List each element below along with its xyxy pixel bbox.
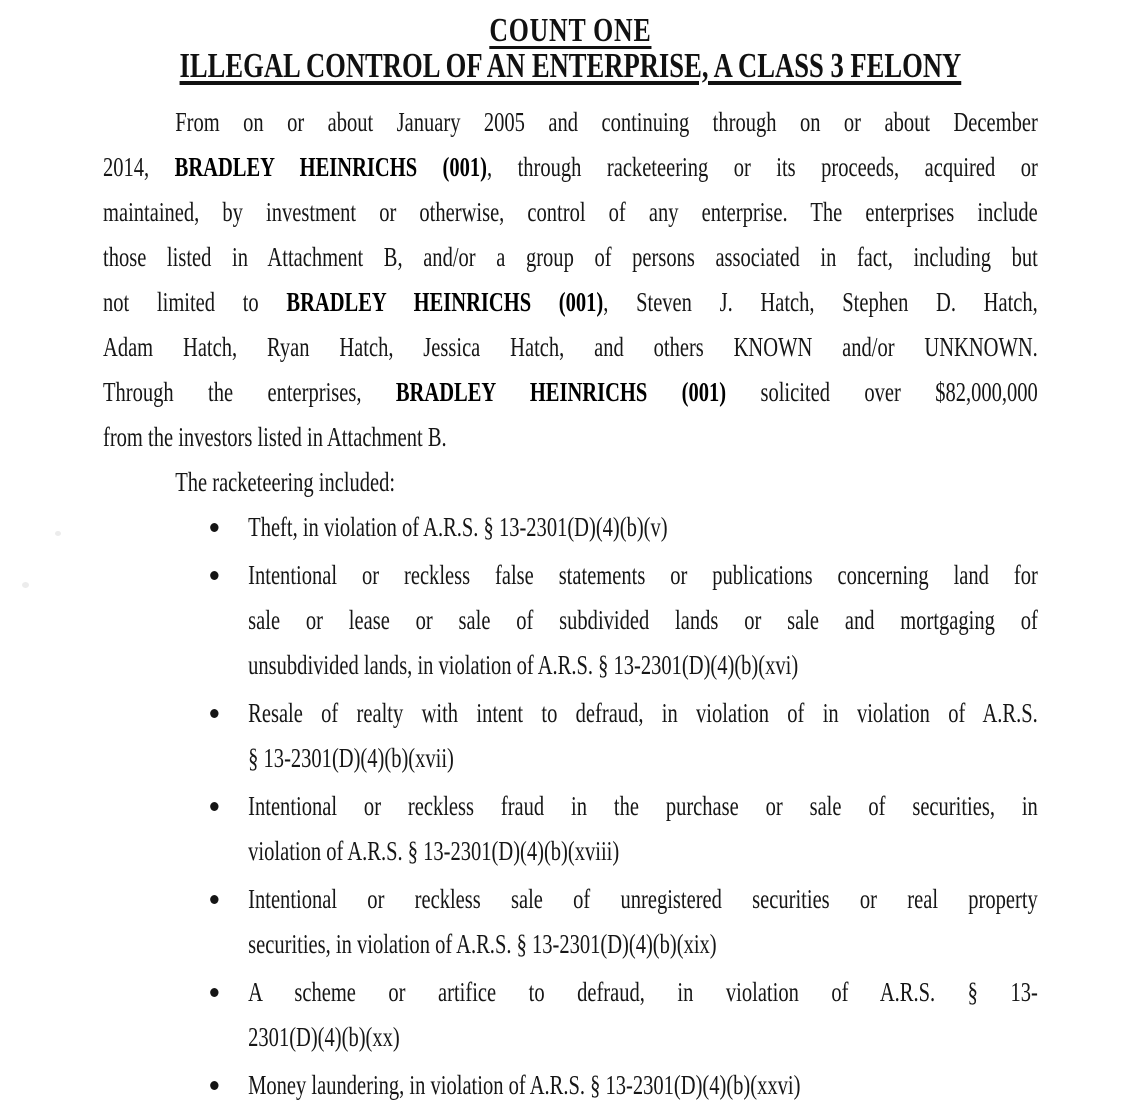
document-page xyxy=(103,0,1038,1111)
scan-speck xyxy=(55,531,61,536)
defendant-name: BRADLEY HEINRICHS (001) xyxy=(174,152,488,182)
text-line xyxy=(103,235,1038,280)
bullet-icon xyxy=(210,571,218,580)
text-segment: from the investors listed in Attachment B. xyxy=(103,422,447,452)
text-line: A scheme or artifice to defraud, in violation of A.R.S. § 13- xyxy=(248,977,1038,1007)
bullet-icon xyxy=(210,1081,218,1090)
text-line: 2301(D)(4)(b)(xx) xyxy=(248,1022,400,1052)
text-segment: those listed in Attachment B, and/or a group of persons associated in fact, including but xyxy=(103,242,1038,272)
bullet-icon xyxy=(210,895,218,904)
text-line: Intentional or reckless false statements or publications concerning land for xyxy=(248,560,1038,590)
text-segment: not limited to xyxy=(103,287,287,317)
text-segment: From on or about January 2005 and continuing through on or about December xyxy=(175,107,1038,137)
text-segment: Through the enterprises, xyxy=(103,377,396,407)
bullet-icon xyxy=(210,988,218,997)
text-segment: The racketeering included: xyxy=(175,467,396,497)
text-line: § 13-2301(D)(4)(b)(xvii) xyxy=(248,743,454,773)
text-segment: solicited over $82,000,000 xyxy=(726,377,1038,407)
defendant-name: BRADLEY HEINRICHS (001) xyxy=(395,377,727,407)
racketeering-list xyxy=(103,505,1038,1108)
text-segment: , through racketeering or its proceeds, acquired or xyxy=(487,152,1038,182)
text-line xyxy=(103,415,1038,460)
text-line: Theft, in violation of A.R.S. § 13-2301(D)(4)(b)(v) xyxy=(248,512,668,542)
text-line: Intentional or reckless sale of unregistered securities or real property xyxy=(248,884,1038,914)
text-line xyxy=(103,145,1038,190)
enterprise-paragraph xyxy=(103,100,1038,460)
text-line xyxy=(103,370,1038,415)
racketeering-intro-line xyxy=(103,460,1038,505)
text-line: sale or lease or sale of subdivided lands or sale and mortgaging of xyxy=(248,605,1038,635)
text-line xyxy=(103,190,1038,235)
bullet-item-unregistered-securities xyxy=(103,877,1038,967)
text-segment: , Steven J. Hatch, Stephen D. Hatch, xyxy=(603,287,1038,317)
scan-speck xyxy=(22,582,29,588)
bullet-item-money-laundering xyxy=(103,1063,1038,1108)
count-subtitle: ILLEGAL CONTROL OF AN ENTERPRISE, A CLASS 3 FELONY xyxy=(179,46,962,85)
text-segment: Adam Hatch, Ryan Hatch, Jessica Hatch, and others KNOWN and/or UNKNOWN. xyxy=(103,332,1038,362)
bullet-icon xyxy=(210,802,218,811)
text-segment: maintained, by investment or otherwise, control of any enterprise. The enterprises include xyxy=(103,197,1038,227)
text-line: Resale of realty with intent to defraud, in violation of in violation of A.R.S. xyxy=(248,698,1038,728)
count-heading xyxy=(103,0,1038,83)
text-line xyxy=(103,100,1038,145)
text-line xyxy=(103,280,1038,325)
text-segment: 2014, xyxy=(103,152,175,182)
text-line: unsubdivided lands, in violation of A.R.S. § 13-2301(D)(4)(b)(xvi) xyxy=(248,650,799,680)
count-title: COUNT ONE xyxy=(489,12,652,49)
bullet-item-resale-of-realty xyxy=(103,691,1038,781)
bullet-item-scheme-to-defraud xyxy=(103,970,1038,1060)
bullet-item-securities-fraud xyxy=(103,784,1038,874)
bullet-item-false-statements xyxy=(103,553,1038,688)
bullet-icon xyxy=(210,709,218,718)
bullet-icon xyxy=(210,523,218,532)
text-line: securities, in violation of A.R.S. § 13-2301(D)(4)(b)(xix) xyxy=(248,929,717,959)
text-line xyxy=(103,325,1038,370)
text-line: Money laundering, in violation of A.R.S. § 13-2301(D)(4)(b)(xxvi) xyxy=(248,1070,801,1100)
text-line: Intentional or reckless fraud in the purchase or sale of securities, in xyxy=(248,791,1038,821)
bullet-item-theft xyxy=(103,505,1038,550)
text-line: violation of A.R.S. § 13-2301(D)(4)(b)(xviii) xyxy=(248,836,620,866)
defendant-name: BRADLEY HEINRICHS (001) xyxy=(286,287,604,317)
